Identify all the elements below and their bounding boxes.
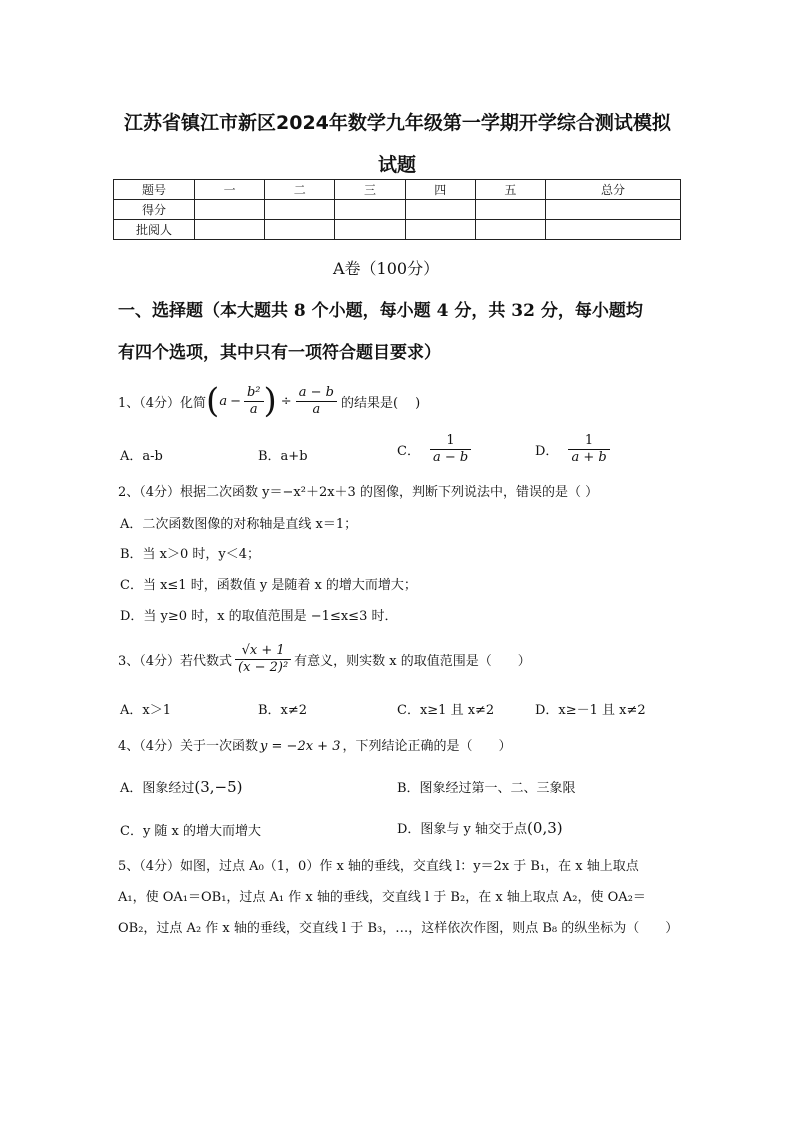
section-heading: 一、选择题（本大题共 8 个小题，每小题 4 分，共 32 分，每小题均 (118, 301, 643, 321)
q1-var-a: a (219, 393, 228, 409)
q3-option-a[interactable]: A．x＞1 (120, 703, 171, 718)
table-row (114, 220, 681, 240)
table-cell[interactable] (475, 200, 545, 220)
q3-option-d[interactable]: D．x≥－1 且 x≠2 (535, 703, 646, 718)
table-cell[interactable] (546, 220, 681, 240)
table-cell[interactable] (335, 220, 405, 240)
q4-option-a-point: (3,−5) (194, 778, 243, 796)
table-header-cell: 题号 (114, 180, 195, 200)
question-3-suffix: 有意义，则实数 x 的取值范围是（ ） (294, 653, 531, 669)
page-title-line2: 试题 (378, 154, 417, 176)
q4-formula: y = −2x + 3 (260, 739, 341, 754)
table-cell[interactable] (265, 220, 335, 240)
q4-option-d[interactable] (397, 818, 563, 837)
q1-minus: − (230, 393, 241, 409)
q3-frac-num: √x + 1 (235, 643, 291, 660)
table-cell[interactable] (546, 200, 681, 220)
question-3-prefix: 3、（4分）若代数式 (118, 653, 233, 669)
frac-num: 1 (430, 433, 471, 450)
q1-option-c-fraction (430, 433, 471, 466)
q2-option-b[interactable]: B．当 x＞0 时，y＜4； (120, 547, 261, 562)
question-5: 5、（4分）如图，过点 A₀（1，0）作 x 轴的垂线，交直线 l：y＝2x 于 B₁，在 x 轴上取点 (118, 859, 639, 874)
question-4-suffix: ，下列结论正确的是（ ） (342, 739, 512, 754)
question-5-line2: A₁，使 OA₁＝OB₁，过点 A₁ 作 x 轴的垂线，交直线 l 于 B₂，在 x 轴上取点 A₂，使 OA₂＝ (118, 890, 646, 905)
q4-option-b[interactable]: B．图象经过第一、二、三象限 (397, 781, 576, 796)
question-1 (118, 378, 420, 424)
frac-den: a + b (571, 450, 607, 465)
q3-frac-den: (x − 2)² (238, 659, 289, 675)
question-2: 2、（4分）根据二次函数 y＝−x²＋2x＋3 的图像，判断下列说法中，错误的是（ ） (118, 485, 599, 500)
q1-option-a[interactable]: A．a-b (120, 449, 163, 464)
question-1-suffix: 的结果是( ) (340, 395, 421, 411)
q4-option-c[interactable]: C．y 随 x 的增大而增大 (120, 824, 262, 839)
q3-option-c[interactable]: C．x≥1 且 x≠2 (397, 703, 495, 718)
table-cell[interactable] (195, 220, 265, 240)
table-header-cell: 二 (265, 180, 335, 200)
q4-option-d-point: (0,3) (527, 819, 563, 837)
table-header-cell: 四 (405, 180, 475, 200)
q1-option-d[interactable] (535, 433, 610, 466)
table-cell[interactable] (265, 200, 335, 220)
q1-frac2-den: a (312, 401, 321, 417)
volume-label: A卷（100分） (333, 259, 440, 278)
q1-frac2-num: a − b (296, 385, 337, 402)
table-cell[interactable] (405, 220, 475, 240)
q2-option-d[interactable]: D．当 y≥0 时，x 的取值范围是 −1≤x≤3 时． (120, 609, 398, 624)
q1-fraction-b2-over-a (244, 385, 264, 418)
question-1-prefix: 1、（4分）化简 (118, 395, 207, 411)
q2-option-a[interactable]: A．二次函数图像的对称轴是直线 x＝1； (120, 517, 358, 532)
q3-fraction (235, 643, 291, 676)
question-5-line3: OB₂，过点 A₂ 作 x 轴的垂线，交直线 l 于 B₃，…，这样依次作图，则点 B₈ 的纵坐标为（ ） (118, 921, 679, 936)
table-row (114, 200, 681, 220)
score-table (113, 179, 681, 240)
question-4 (118, 735, 512, 754)
q1-option-c-label: C． (397, 444, 420, 459)
table-row (114, 180, 681, 200)
table-cell: 批阅人 (114, 220, 195, 240)
table-cell[interactable] (405, 200, 475, 220)
q1-divide: ÷ (280, 393, 292, 409)
q1-option-d-label: D． (535, 444, 559, 459)
question-3 (118, 636, 531, 682)
question-4-prefix: 4、（4分）关于一次函数 (118, 739, 259, 754)
frac-num: 1 (568, 433, 609, 450)
left-paren: ( (206, 381, 220, 421)
q1-option-d-fraction (568, 433, 609, 466)
table-cell: 得分 (114, 200, 195, 220)
q1-option-b[interactable]: B．a+b (258, 449, 308, 464)
q1-frac-den: a (249, 401, 258, 417)
q4-option-a-text: A．图象经过 (120, 781, 195, 796)
q4-option-a[interactable] (120, 777, 243, 796)
table-cell[interactable] (335, 200, 405, 220)
table-header-cell: 五 (475, 180, 545, 200)
q2-option-c[interactable]: C．当 x≤1 时，函数值 y 是随着 x 的增大而增大； (120, 578, 417, 593)
table-header-cell: 总分 (546, 180, 681, 200)
q3-option-b[interactable]: B．x≠2 (258, 703, 308, 718)
table-cell[interactable] (195, 200, 265, 220)
right-paren: ) (263, 381, 277, 421)
page-title: 江苏省镇江市新区2024年数学九年级第一学期开学综合测试模拟 (124, 112, 671, 134)
q1-frac-num: b² (244, 385, 264, 402)
table-header-cell: 三 (335, 180, 405, 200)
table-header-cell: 一 (195, 180, 265, 200)
q1-option-c[interactable] (397, 433, 471, 466)
q4-option-d-text: D．图象与 y 轴交于点 (397, 822, 528, 837)
frac-den: a − b (432, 450, 469, 465)
q1-fraction-amb-over-a (296, 385, 337, 418)
table-cell[interactable] (475, 220, 545, 240)
section-heading-line2: 有四个选项，其中只有一项符合题目要求） (118, 343, 441, 363)
